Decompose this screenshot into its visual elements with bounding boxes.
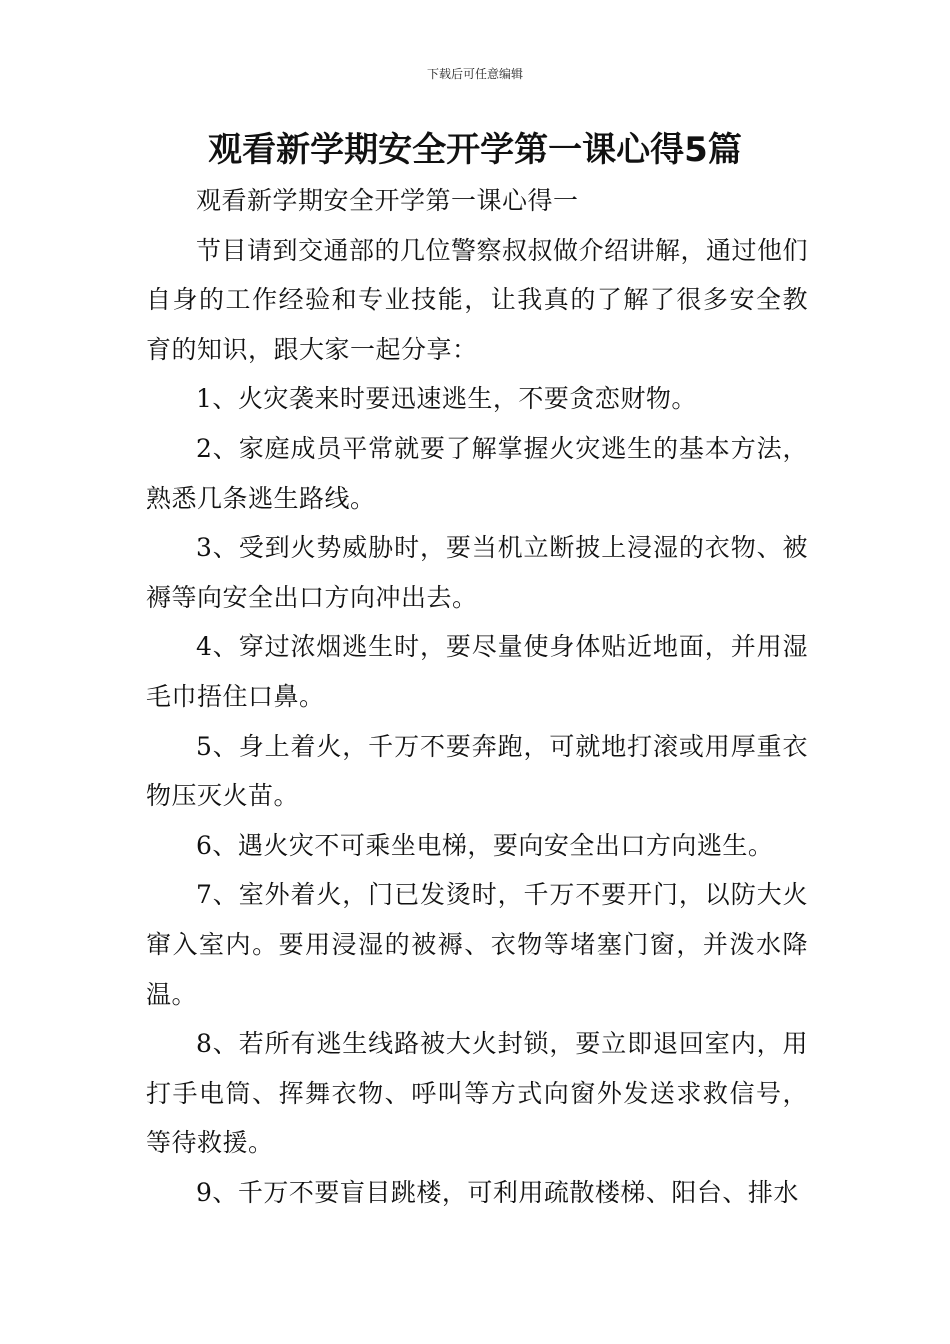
list-item-9: 9、千万不要盲目跳楼，可利用疏散楼梯、阳台、排水 <box>196 1177 799 1207</box>
list-item-5: 5、身上着火，千万不要奔跑，可就地打滚或用厚重衣物压灭火苗。 <box>146 731 808 811</box>
list-item-7: 7、室外着火，门已发烫时，千万不要开门，以防大火窜入室内。要用浸湿的被褥、衣物等堵塞门窗，并泼水降温。 <box>146 880 808 1009</box>
list-item-6: 6、遇火灾不可乘坐电梯，要向安全出口方向逃生。 <box>196 830 774 860</box>
list-item-4: 4、穿过浓烟逃生时，要尽量使身体贴近地面，并用湿毛巾捂住口鼻。 <box>146 632 808 711</box>
list-item-8: 8、若所有逃生线路被大火封锁，要立即退回室内，用打手电筒、挥舞衣物、呼叫等方式向窗外发送求救信号，等待救援。 <box>146 1029 808 1158</box>
list-item-3: 3、受到火势威胁时，要当机立断披上浸湿的衣物、被褥等向安全出口方向冲出去。 <box>146 533 808 612</box>
document-body <box>146 176 808 1217</box>
list-item-1: 1、火灾袭来时要迅速逃生，不要贪恋财物。 <box>196 384 697 414</box>
header-note: 下载后可任意编辑 <box>426 67 523 81</box>
document-title: 观看新学期安全开学第一课心得5篇 <box>208 130 742 170</box>
intro-paragraph: 节目请到交通部的几位警察叔叔做介绍讲解，通过他们自身的工作经验和专业技能，让我真的了解了很多安全教育的知识，跟大家一起分享： <box>146 235 809 364</box>
list-item-2: 2、家庭成员平常就要了解掌握火灾逃生的基本方法，熟悉几条逃生路线。 <box>146 433 808 513</box>
subtitle-paragraph: 观看新学期安全开学第一课心得一 <box>196 186 579 215</box>
